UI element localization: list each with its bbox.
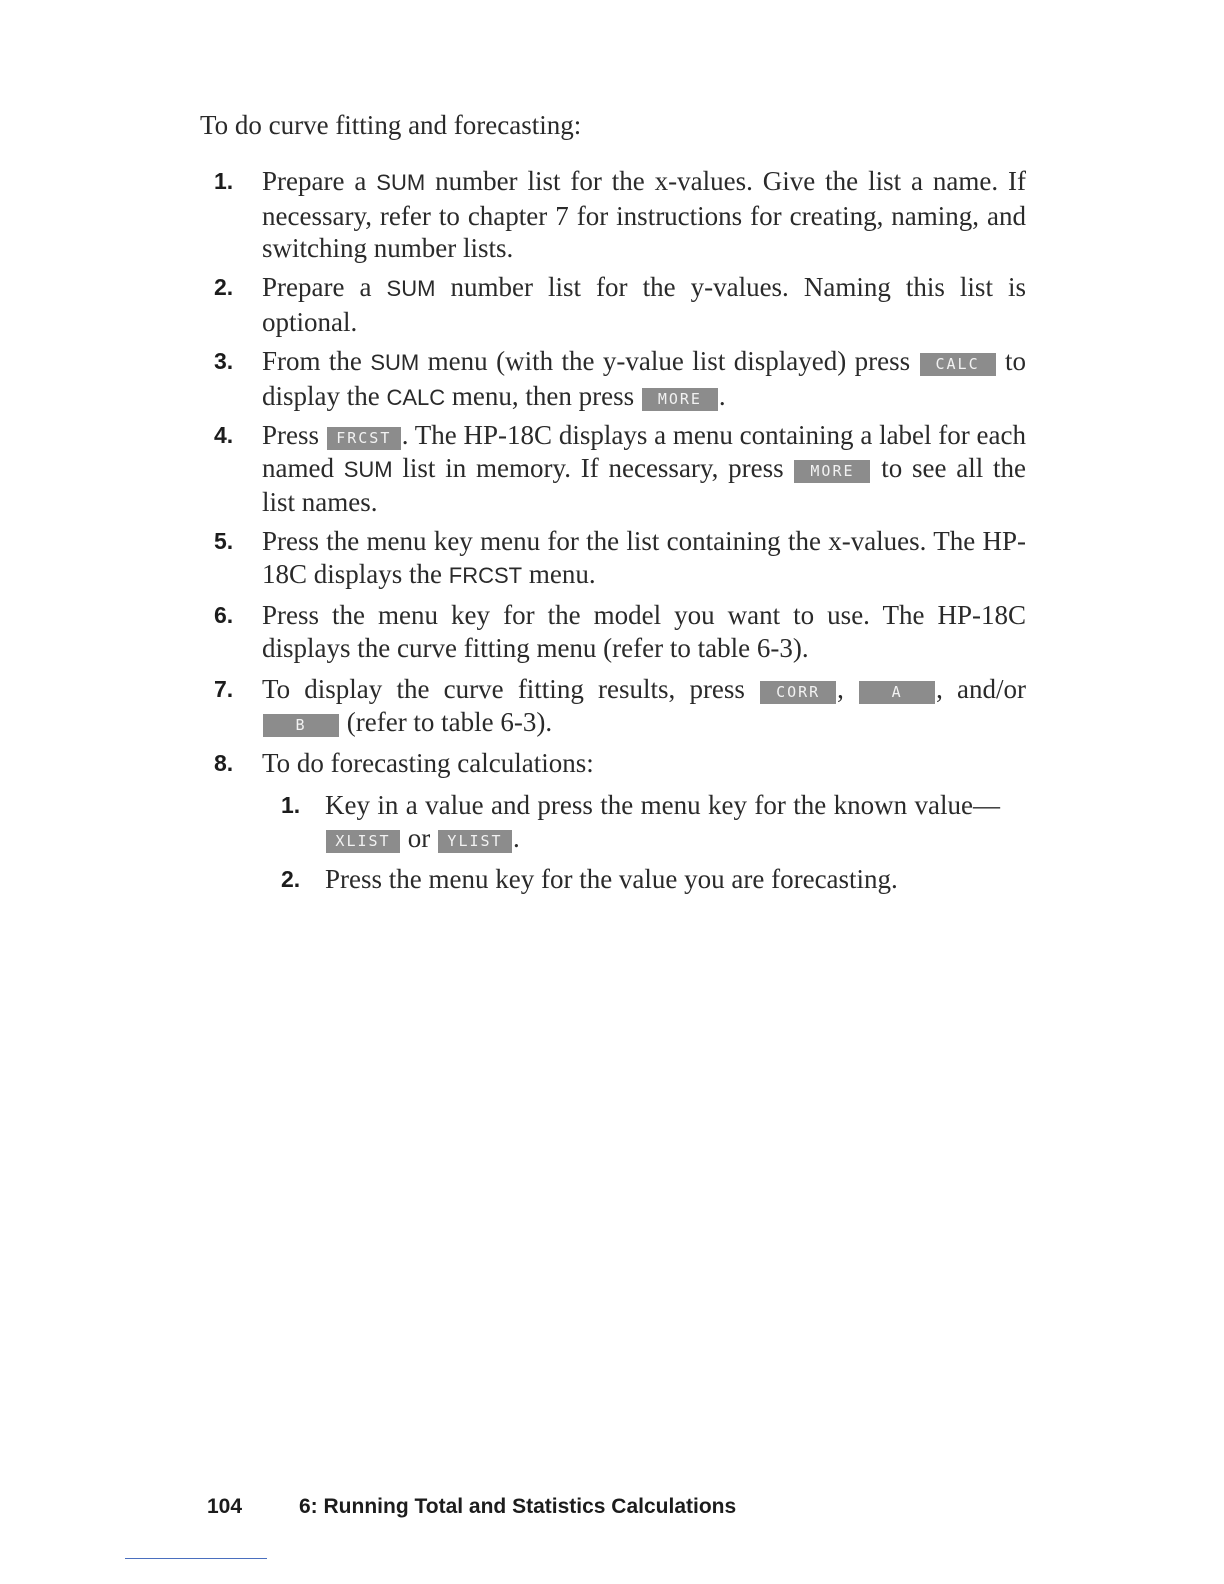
frcst-menu-key[interactable]: FRCST bbox=[327, 427, 401, 450]
b-menu-key[interactable]: B bbox=[263, 714, 339, 737]
substep-number: 2. bbox=[281, 866, 301, 892]
a-menu-key[interactable]: A bbox=[859, 681, 935, 704]
xlist-menu-key[interactable]: XLIST bbox=[326, 830, 400, 853]
corr-menu-key[interactable]: CORR bbox=[760, 681, 836, 704]
sum-label: SUM bbox=[343, 456, 393, 482]
step-number: 3. bbox=[214, 348, 234, 374]
substep-text: Key in a value and press the menu key for the known value— XLIST or YLIST . bbox=[325, 790, 1000, 853]
step-number: 5. bbox=[214, 528, 234, 554]
step-number: 2. bbox=[214, 274, 234, 300]
substep-number: 1. bbox=[281, 792, 301, 818]
page-number: 104 bbox=[207, 1495, 243, 1518]
substep-text: Press the menu key for the value you are forecasting. bbox=[325, 864, 898, 894]
sum-label: SUM bbox=[386, 276, 436, 301]
step-text: Press FRCST . The HP-18C displays a menu containing a label for each named SUM list in memory. If necessary, press MORE to see all the list names. bbox=[262, 420, 1026, 517]
step-number: 1. bbox=[214, 168, 234, 194]
ylist-menu-key[interactable]: YLIST bbox=[438, 830, 512, 853]
step-text: Press the menu key menu for the list containing the x-values. The HP-18C displays the FRCST menu. bbox=[262, 526, 1026, 589]
calc-label: CALC bbox=[386, 384, 446, 410]
step-text: Prepare a SUM number list for the y-values. Naming this list is optional. bbox=[262, 272, 1026, 337]
step-text: Press the menu key for the model you want to use. The HP-18C displays the curve fitting menu (refer to table 6-3). bbox=[262, 600, 1026, 663]
intro-text: To do curve fitting and forecasting: bbox=[200, 110, 582, 140]
sum-label: SUM bbox=[370, 350, 420, 375]
sum-label: SUM bbox=[376, 170, 426, 195]
calc-menu-key[interactable]: CALC bbox=[920, 353, 996, 376]
bottom-rule bbox=[125, 1558, 267, 1559]
step-text: Prepare a SUM number list for the x-values. Give the list a name. If necessary, refer to chapter 7 for instructions for creating, naming, and switching number lists. bbox=[262, 166, 1027, 263]
chapter-title: 6: Running Total and Statistics Calculations bbox=[299, 1495, 737, 1518]
step-number: 4. bbox=[214, 422, 234, 448]
more-menu-key[interactable]: MORE bbox=[794, 460, 870, 483]
frcst-label: FRCST bbox=[448, 562, 523, 588]
step-text: To display the curve fitting results, press CORR , A , and/or B (refer to table 6-3). bbox=[262, 674, 1026, 737]
step-text: From the SUM menu (with the y-value list displayed) press CALC to display the CALC menu, then press MORE . bbox=[262, 346, 1026, 411]
step-number: 7. bbox=[214, 676, 234, 702]
more-menu-key[interactable]: MORE bbox=[642, 388, 718, 411]
step-text: To do forecasting calculations: bbox=[262, 748, 594, 778]
step-number: 6. bbox=[214, 602, 234, 628]
step-number: 8. bbox=[214, 750, 234, 776]
